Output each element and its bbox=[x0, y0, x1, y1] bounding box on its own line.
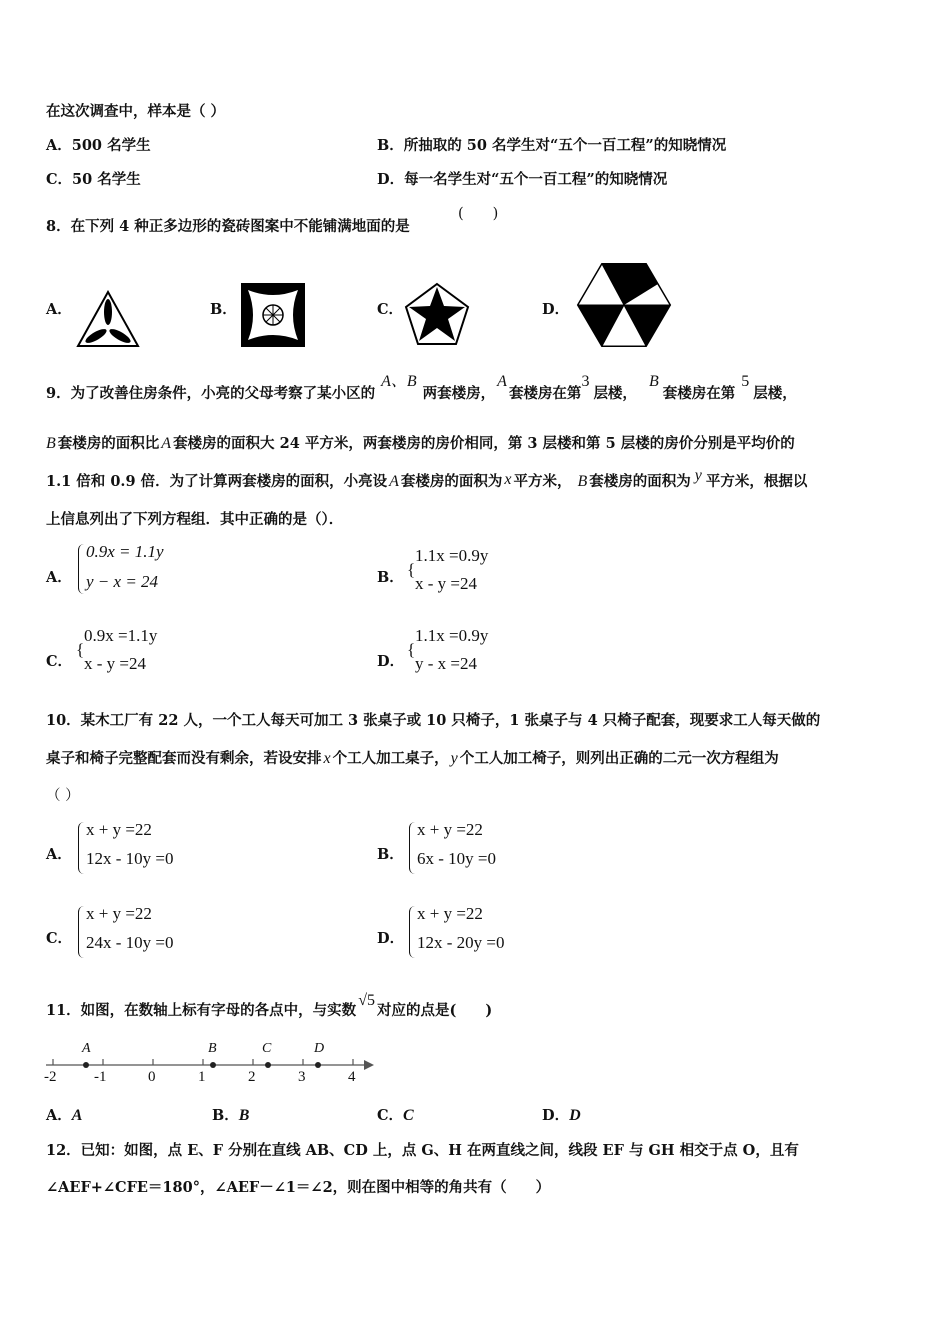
q8-label-a: A． bbox=[46, 301, 72, 318]
q10-option-a-system: x + y =22 12x - 10y =0 bbox=[78, 820, 208, 876]
q9-option-d-label: D． bbox=[377, 653, 405, 670]
axis-tick-neg2: -2 bbox=[44, 1069, 57, 1085]
q8-label-b: B． bbox=[210, 301, 237, 318]
q8-stem: 8．在下列 4 种正多边形的瓷砖图案中不能铺满地面的是 bbox=[46, 218, 410, 235]
q9-line4: 上信息列出了下列方程组．其中正确的是（）． bbox=[46, 511, 344, 528]
q8-label-c: C． bbox=[377, 301, 404, 318]
q7-option-a: A．500 名学生 bbox=[46, 137, 151, 154]
q9-option-c-system: { 0.9x =1.1y x - y =24 bbox=[76, 626, 158, 673]
q10-line3: （ ） bbox=[46, 788, 80, 804]
q11-answer-b: B．B bbox=[212, 1107, 250, 1124]
q8-paren: ( ) bbox=[458, 206, 499, 222]
axis-point-d: D bbox=[314, 1041, 325, 1056]
tile-triangle-icon bbox=[76, 290, 140, 348]
axis-point-c: C bbox=[262, 1041, 272, 1056]
axis-tick-4: 4 bbox=[348, 1069, 356, 1085]
q9-line2: B 套楼房的面积比 A 套楼房的面积大 24 平方米，两套楼房的房价相同，第 3 层楼和第 5 层楼的房价分别是平均价的 bbox=[46, 435, 795, 452]
q7-option-b: B．所抽取的 50 名学生对“五个一百工程”的知晓情况 bbox=[377, 137, 727, 154]
q9-option-a-system: 0.9x = 1.1y y − x = 24 bbox=[78, 542, 188, 598]
q10-option-c-system: x + y =22 24x - 10y =0 bbox=[78, 904, 208, 960]
q10-line1: 10．某木工厂有 22 人，一个工人每天可加工 3 张桌子或 10 只椅子，1 张桌子与 4 只椅子配套，现要求工人每天做的 bbox=[46, 712, 821, 729]
q12-line2: ∠AEF+∠CFE＝180°，∠AEF－∠1＝∠2，则在图中相等的角共有（ ） bbox=[46, 1179, 551, 1196]
tile-square-icon bbox=[240, 282, 306, 348]
tile-pentagon-icon bbox=[404, 282, 470, 348]
q11-answer-a: A．A bbox=[46, 1107, 83, 1124]
q9-line3: 1.1 倍和 0.9 倍．为了计算两套楼房的面积，小亮设 A 套楼房的面积为 x 平方米， B 套楼房的面积为 y 平方米，根据以 bbox=[46, 467, 808, 490]
q11-answer-c: C．C bbox=[377, 1107, 414, 1124]
axis-tick-3: 3 bbox=[298, 1069, 306, 1085]
q11-stem: 11．如图，在数轴上标有字母的各点中，与实数√5对应的点是( ) bbox=[46, 992, 493, 1019]
q7-option-c: C．50 名学生 bbox=[46, 171, 141, 188]
axis-point-b: B bbox=[208, 1041, 217, 1056]
q8-label-d: D． bbox=[542, 301, 570, 318]
q10-option-b-system: x + y =22 6x - 10y =0 bbox=[409, 820, 539, 876]
axis-tick-0: 0 bbox=[148, 1069, 156, 1085]
axis-tick-2: 2 bbox=[248, 1069, 256, 1085]
q9-option-b-label: B． bbox=[377, 569, 404, 586]
q11-answer-d: D．D bbox=[542, 1107, 581, 1124]
q9-option-b-system: { 1.1x =0.9y x - y =24 bbox=[407, 546, 489, 593]
q10-line2: 桌子和椅子完整配套而没有剩余，若设安排 x 个工人加工桌子， y 个工人加工椅子，则列出正确的二元一次方程组为 bbox=[46, 750, 779, 767]
axis-tick-1: 1 bbox=[198, 1069, 206, 1085]
tile-hexagon-icon bbox=[576, 262, 672, 348]
axis-point-a: A bbox=[82, 1041, 91, 1056]
q10-option-d-label: D． bbox=[377, 930, 405, 947]
q10-option-b-label: B． bbox=[377, 846, 404, 863]
q10-option-c-label: C． bbox=[46, 930, 73, 947]
q10-option-d-system: x + y =22 12x - 20y =0 bbox=[409, 904, 539, 960]
q10-option-a-label: A． bbox=[46, 846, 72, 863]
q9-option-a-label: A． bbox=[46, 569, 72, 586]
q9-option-c-label: C． bbox=[46, 653, 73, 670]
q9-option-d-system: { 1.1x =0.9y y - x =24 bbox=[407, 626, 489, 673]
q9-line1: 9．为了改善住房条件，小亮的父母考察了某小区的A、B两套楼房，A套楼房在第3层楼，B套楼房在第5层楼， bbox=[46, 373, 797, 402]
q7-option-d: D．每一名学生对“五个一百工程”的知晓情况 bbox=[377, 171, 668, 188]
axis-tick-neg1: -1 bbox=[94, 1069, 107, 1085]
q12-line1: 12．已知：如图，点 E、F 分别在直线 AB、CD 上，点 G、H 在两直线之间，线段 EF 与 GH 相交于点 O，且有 bbox=[46, 1142, 799, 1159]
q7-stem: 在这次调查中，样本是（ ） bbox=[46, 103, 226, 120]
